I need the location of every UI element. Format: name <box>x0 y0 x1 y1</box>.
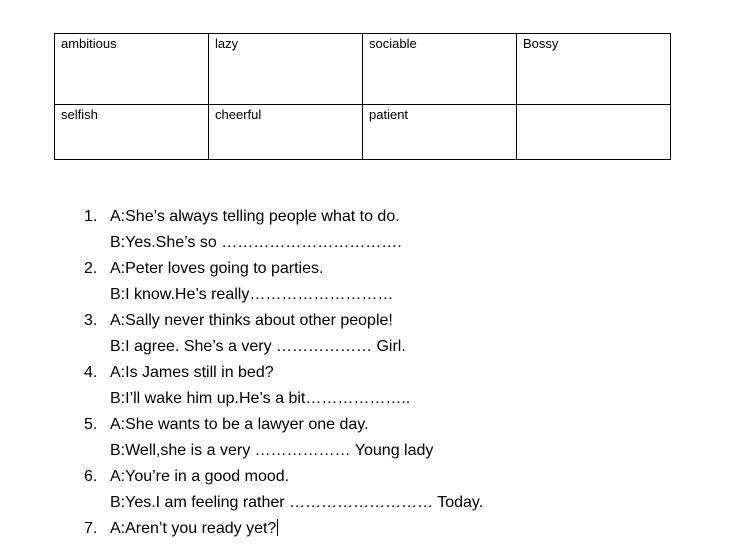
table-row <box>55 34 671 105</box>
line-a: A:She’s always telling people what to do. <box>110 208 400 225</box>
item-number: 7. <box>84 520 98 537</box>
item-number: 2. <box>84 260 98 277</box>
table-cell: sociable <box>363 34 517 105</box>
table-cell: ambitious <box>55 34 209 105</box>
line-a: A:Is James still in bed? <box>110 364 274 381</box>
list-item <box>84 360 724 412</box>
text-cursor <box>277 519 278 536</box>
table-cell: patient <box>363 105 517 160</box>
item-number: 6. <box>84 468 98 485</box>
vocabulary-table <box>54 33 671 160</box>
list-item <box>84 256 724 308</box>
item-number: 1. <box>84 208 98 225</box>
table-cell: selfish <box>55 105 209 160</box>
list-item <box>84 516 724 542</box>
list-item <box>84 464 724 516</box>
line-b: B:Yes.She’s so ……………………………. <box>110 234 402 251</box>
line-b: B:I agree. She’s a very ……………… Girl. <box>110 338 406 355</box>
table-cell: Bossy <box>517 34 671 105</box>
line-b: B:I know.He’s really……………………… <box>110 286 394 303</box>
item-number: 3. <box>84 312 98 329</box>
line-a: A:Peter loves going to parties. <box>110 260 324 277</box>
table-cell-empty <box>517 105 671 160</box>
line-a: A:She wants to be a lawyer one day. <box>110 416 369 433</box>
item-number: 5. <box>84 416 98 433</box>
table-cell: lazy <box>209 34 363 105</box>
table-row <box>55 105 671 160</box>
list-item <box>84 204 724 256</box>
line-b: B:Yes.I am feeling rather ……………………… Today. <box>110 494 484 511</box>
list-item <box>84 308 724 360</box>
list-item <box>84 412 724 464</box>
line-b: B:Well,she is a very ……………… Young lady <box>110 442 434 459</box>
line-b: B:I’ll wake him up.He’s a bit……………….. <box>110 390 411 407</box>
line-a: A:Sally never thinks about other people! <box>110 312 393 329</box>
table-cell: cheerful <box>209 105 363 160</box>
item-number: 4. <box>84 364 98 381</box>
exercise-list <box>84 204 724 542</box>
line-a: A:You’re in a good mood. <box>110 468 290 485</box>
line-a: A:Aren’t you ready yet? <box>110 520 277 537</box>
